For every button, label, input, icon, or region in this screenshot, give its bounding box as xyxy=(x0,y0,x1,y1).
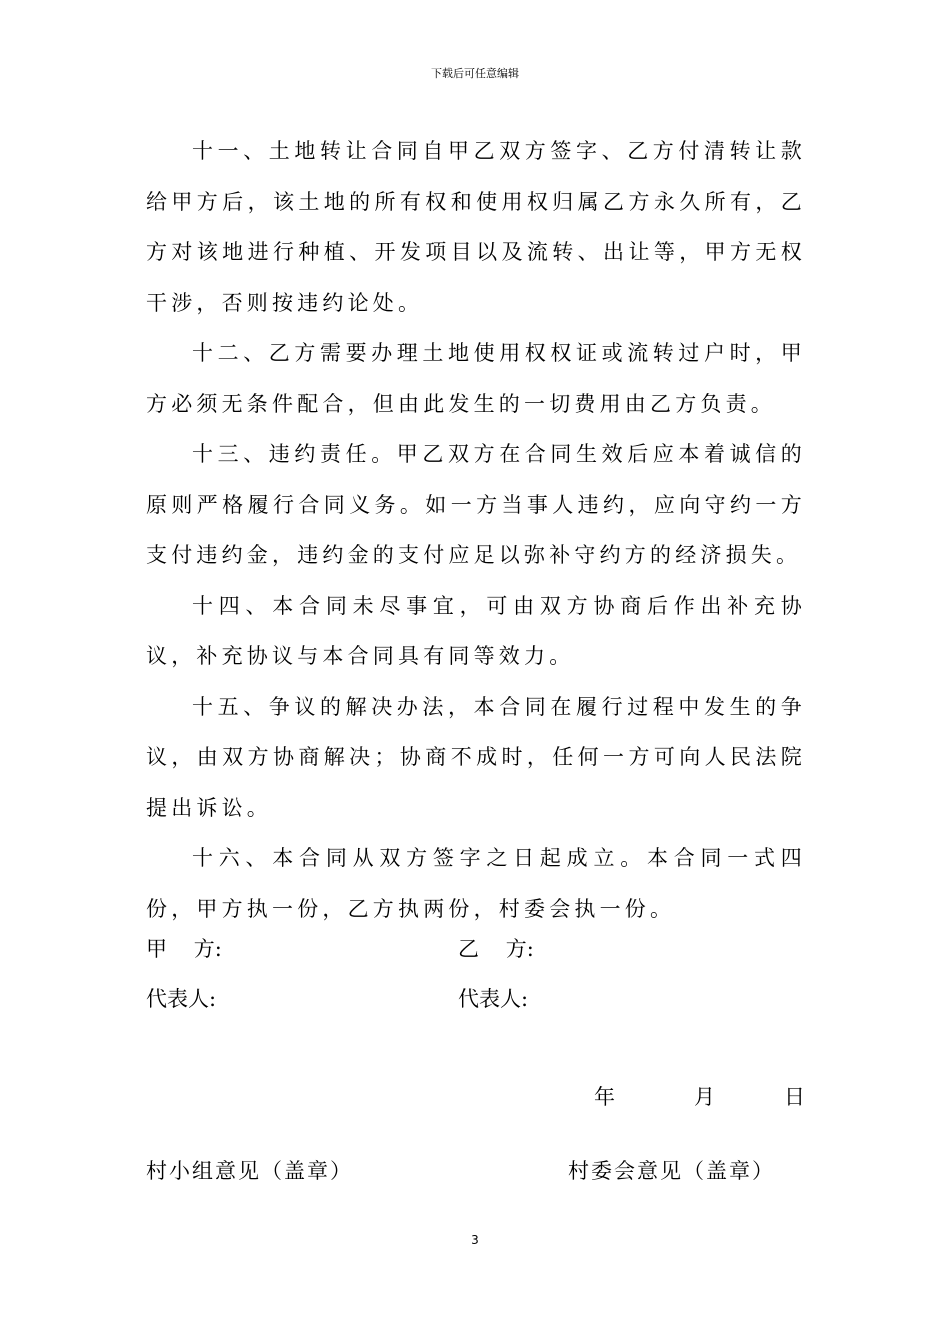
representative-b-label: 代表人: xyxy=(458,987,529,1011)
page-number: 3 xyxy=(471,1233,479,1247)
stamp-row xyxy=(146,1156,806,1186)
date-year: 年 xyxy=(594,1085,615,1109)
header-note: 下载后可任意编辑 xyxy=(431,67,519,80)
clause-16: 十六、本合同从双方签字之日起成立。本合同一式四份，甲方执一份，乙方执两份，村委会执一份。 xyxy=(146,846,806,921)
date-day: 日 xyxy=(784,1085,805,1109)
clause-11: 十一、土地转让合同自甲乙双方签字、乙方付清转让款给甲方后，该土地的所有权和使用权归属乙方永久所有，乙方对该地进行种植、开发项目以及流转、出让等，甲方无权干涉，否则按违约论处。 xyxy=(146,139,806,315)
party-row xyxy=(146,934,806,964)
clause-14: 十四、本合同未尽事宜，可由双方协商后作出补充协议，补充协议与本合同具有同等效力。 xyxy=(146,593,806,668)
party-a-label: 甲 方: xyxy=(146,937,222,961)
representative-a-label: 代表人: xyxy=(146,987,217,1011)
date-month: 月 xyxy=(694,1085,715,1109)
clause-13: 十三、违约责任。甲乙双方在合同生效后应本着诚信的原则严格履行合同义务。如一方当事人违约，应向守约一方支付违约金，违约金的支付应足以弥补守约方的经济损失。 xyxy=(146,442,806,567)
party-b-label: 乙 方: xyxy=(458,937,534,961)
village-committee-opinion: 村委会意见（盖章） xyxy=(568,1159,775,1183)
representative-row xyxy=(146,984,806,1014)
clause-12: 十二、乙方需要办理土地使用权权证或流转过户时，甲方必须无条件配合，但由此发生的一切费用由乙方负责。 xyxy=(146,341,806,416)
contract-clauses xyxy=(146,126,806,934)
clause-15: 十五、争议的解决办法，本合同在履行过程中发生的争议，由双方协商解决；协商不成时，任何一方可向人民法院提出诉讼。 xyxy=(146,694,806,820)
date-line xyxy=(594,1082,806,1112)
village-group-opinion: 村小组意见（盖章） xyxy=(146,1159,353,1183)
